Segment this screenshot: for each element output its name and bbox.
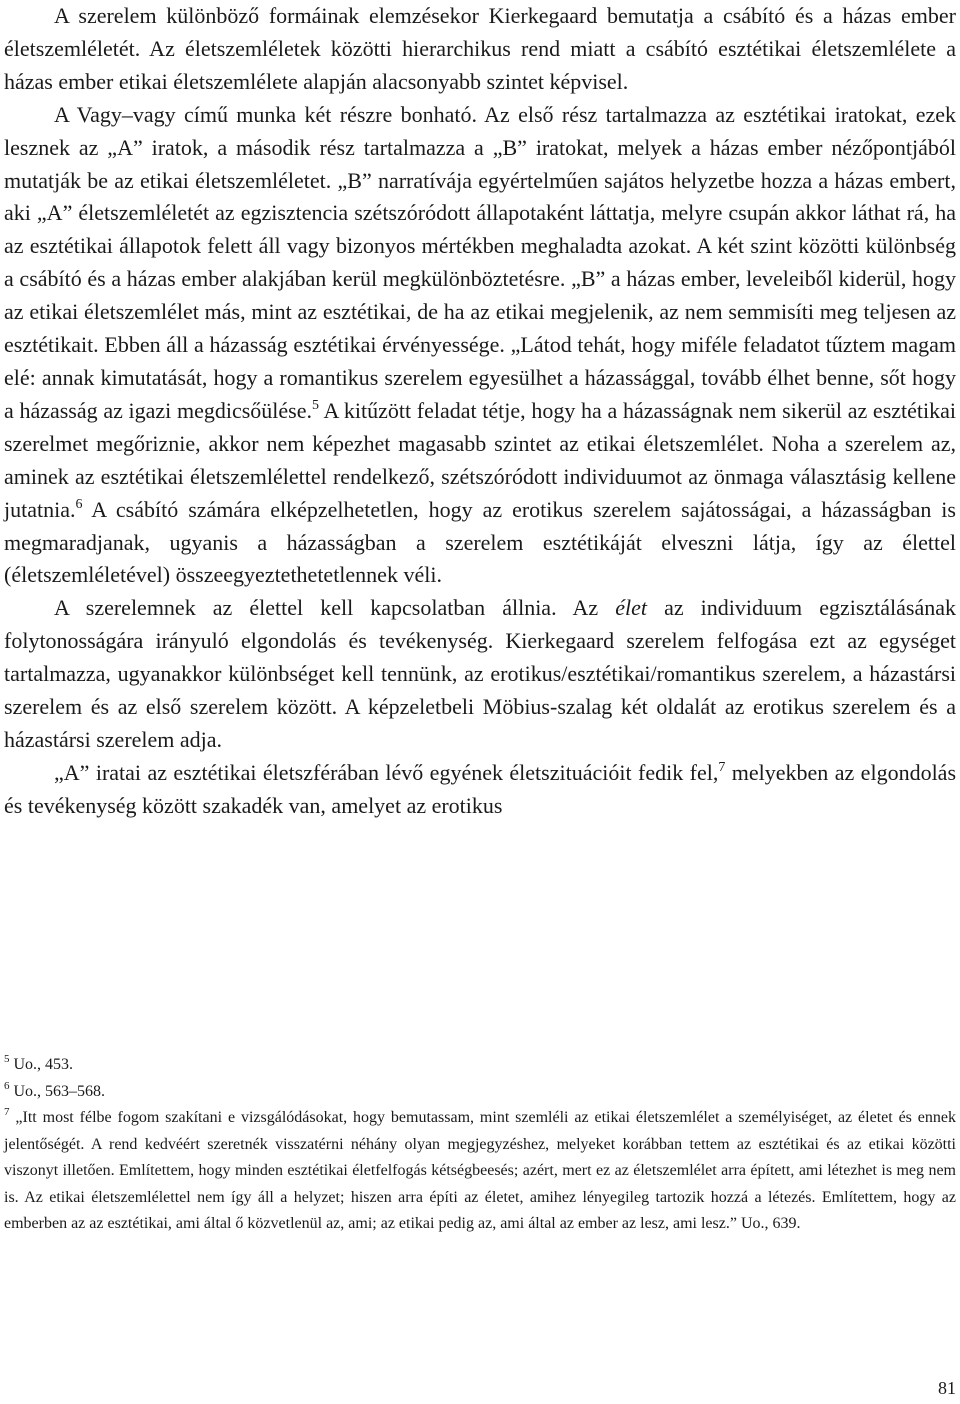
footnote-ref-7: 7 <box>718 759 726 775</box>
footnote-ref-6: 6 <box>75 496 83 512</box>
paragraph-1 <box>4 0 956 99</box>
footnote-number: 5 <box>4 1053 10 1065</box>
paragraph-2-text-b: A kitűzött feladat tétje, hogy ha a házasságnak nem sikerül az esztétikai szerelmet megőriznie, akkor nem képezhet magasabb szintet az etikai életszemlélet. Noha a szerelem az, aminek az esztétikai életszemlélettel rendelkező, szétszóródott individuumot az önmaga választásig kellene jutatnia. <box>4 397 956 522</box>
paragraph-4-text-b: melyekben az elgondolás és tevékenység között szakadék van, amelyet az erotikus <box>4 759 957 818</box>
footnote-7 <box>4 1105 956 1238</box>
document-page <box>4 0 957 1398</box>
paragraph-2 <box>4 99 956 593</box>
footnote-number: 7 <box>4 1106 10 1118</box>
page-number: 81 <box>938 1378 956 1398</box>
footnote-text: „Itt most félbe fogom szakítani e vizsgálódásokat, hogy bemutassam, mint szemléli az etikai életszemlélet a személyiséget, az életet és ennek jelentőségét. A rend kedvéért szeretnék visszatérni néhány olyan megjegyzéshez, melyeket korábban tettem az esztétikai és az etikai közötti viszonyt illetően. Említettem, hogy minden esztétikai életfelfogás kétségbeesés; azért, mert ez az életszemlélet arra épített, ami létezhet is meg nem is. Az etikai életszemlélettel nem így áll a helyzet; hiszen arra építi az életet, amihez lényegileg tartozik hozzá a létezés. Említettem, hogy az emberben az az esztétikai, ami által ő közvetlenül az, ami; az etikai pedig az, ami által az ember az lesz, ami lesz.” Uo., 639. <box>4 1109 957 1232</box>
paragraph-2-text-a: A Vagy–vagy című munka két részre bonható. Az első rész tartalmazza az esztétikai iratokat, ezek lesznek az „A” iratok, a második rész tartalmazza a „B” iratokat, melyek a házas ember nézőpontjából mutatják be az etikai életszemléletet. „B” narratívája egyértelműen sajátos helyzetbe hozza a házas embert, aki „A” életszemléletét az egzisztencia szétszóródott állapotaként láttatja, melyre csupán akkor láthat rá, ha az esztétikai állapotok felett áll vagy bizonyos mértékben meghaladta azokat. A két szint közötti különbség a csábító és a házas ember alakjában kerül megkülönböztetésre. „B” a házas ember, leveleiből kiderül, hogy az etikai életszemlélet más, mint az esztétikai, de ha az etikai megjelenik, az nem semmisíti meg teljesen az esztétikait. Ebben áll a házasság esztétikai érvényessége. „Látod tehát, hogy miféle feladatot tűztem magam elé: annak kimutatását, hogy a romantikus szerelem egyesülhet a házassággal, tovább élhet benne, sőt hogy a házasság az igazi megdicsőülése. <box>4 101 956 423</box>
footnote-6 <box>4 1079 956 1106</box>
footnote-ref-5: 5 <box>312 397 320 413</box>
paragraph-3-text-b: az individuum egzisztálásának folytonosságára irányuló elgondolás és tevékenység. Kierkegaard szerelem felfogása ezt az egységet tartalmazza, ugyanakkor különbséget kell tennünk, az erotikus/esztétikai/romantikus szerelem, a házastársi szerelem és az első szerelem között. A képzeletbeli Möbius-szalag két oldalát az erotikus szerelem és a házastársi szerelem adja. <box>4 595 957 752</box>
paragraph-4 <box>4 757 956 823</box>
paragraph-4-text-a: „A” iratai az esztétikai életszférában lévő egyének életszituációit fedik fel, <box>54 759 719 785</box>
footnote-text: Uo., 453. <box>13 1056 74 1073</box>
footnote-5 <box>4 1052 956 1079</box>
paragraph-1-text: A szerelem különböző formáinak elemzésekor Kierkegaard bemutatja a csábító és a házas ember életszemléletét. Az életszemléletek közötti hierarchikus rend miatt a csábító esztétikai életszemlélete a házas ember etikai életszemlélete alapján alacsonyabb szintet képvisel. <box>4 3 956 94</box>
paragraph-3-text-a: A szerelemnek az élettel kell kapcsolatban állnia. Az <box>54 595 599 621</box>
paragraph-2-text-c: A csábító számára elképzelhetetlen, hogy az erotikus szerelem sajátosságai, a házasságban is megmaradjanak, ugyanis a házasságban a szerelem esztétikáját elveszni látja, így az élettel (életszemléletével) összeegyeztethetetlennek véli. <box>4 496 956 588</box>
paragraph-3 <box>4 592 956 757</box>
footnote-number: 6 <box>4 1079 10 1092</box>
italic-term: élet <box>615 595 647 621</box>
main-text <box>4 0 956 823</box>
footnote-text: Uo., 563–568. <box>13 1082 106 1100</box>
footnotes <box>4 1052 956 1238</box>
